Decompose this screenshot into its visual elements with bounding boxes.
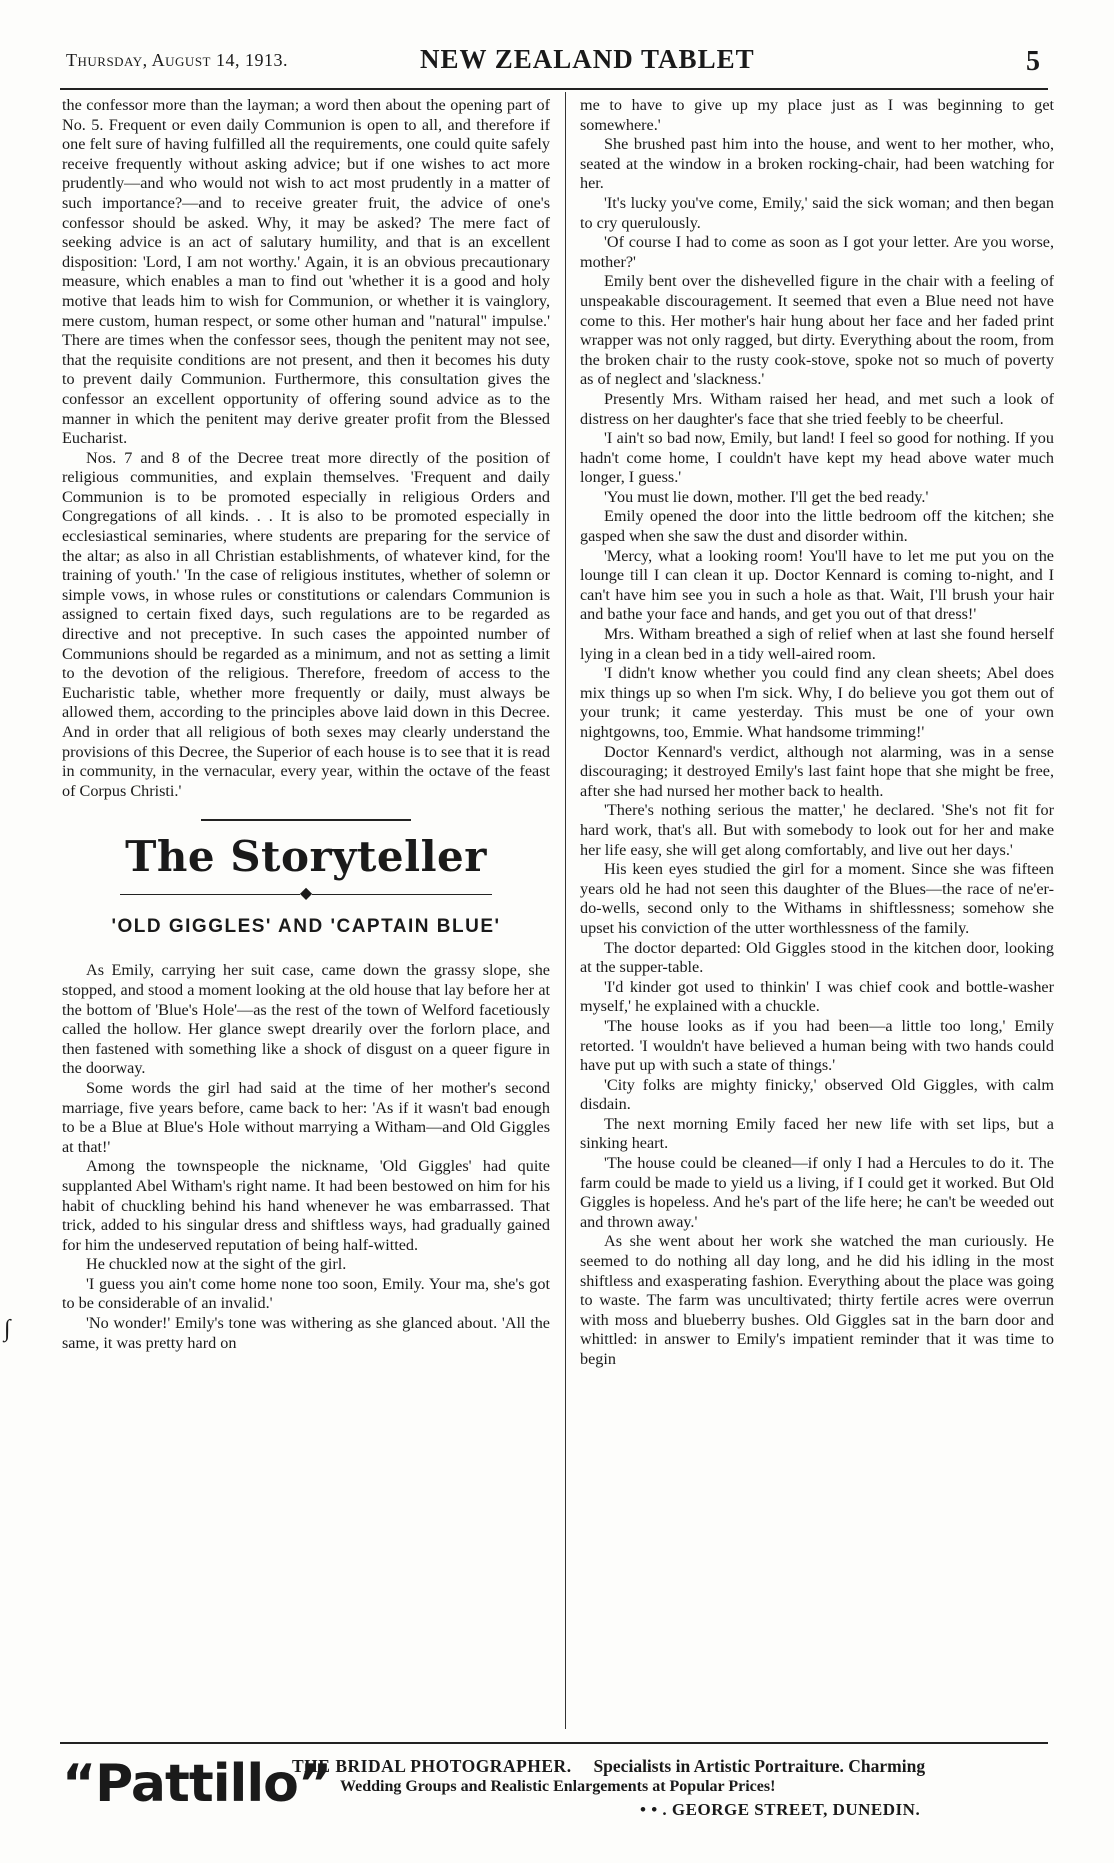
story-paragraph: His keen eyes studied the girl for a moment. Since she was fifteen years old he had not seen this daughter of the Blues—the race of ne'er-do-wells, second only to the Withams in shiftlessness; somehow she upset his conviction of the utter worthlessness of the family. (580, 860, 1054, 937)
story-paragraph: Emily bent over the dishevelled figure in the chair with a feeling of unspeakable discouragement. It seemed that even a Blue need not have come to this. Her mother's hair hung about her face and her faded print wrapper was not only ragged, but dirty. Everything about the room, from the broken chair to the rusty cook-stove, spoke not so much of poverty as of neglect and 'slackness.' (580, 272, 1054, 389)
story-paragraph: Among the townspeople the nickname, 'Old Giggles' had quite supplanted Abel Witham's right name. It had been bestowed on him for his habit of chuckling behind his hand whenever he was embarrassed. That trick, added to his singular dress and shiftless ways, had gradually gained for him the undeserved reputation of being half-witted. (62, 1157, 550, 1254)
story-paragraph: 'I'd kinder got used to thinkin' I was chief cook and bottle-washer myself,' he explained with a chuckle. (580, 977, 1054, 1016)
ad-tagline: THE BRIDAL PHOTOGRAPHER. (292, 1756, 572, 1776)
column-divider (565, 92, 566, 1729)
story-paragraph: As she went about her work she watched the man curiously. He seemed to do nothing all day long, and he did his idling in the most shiftless and exasperating fashion. Everything about the place was going to waste. The farm was uncultivated; thirty fertile acres were overrun with moss and blueberry bushes. Old Giggles sat in the barn door and whittled: in answer to Emily's impatient reminder that it was time to begin (580, 1232, 1054, 1368)
story-paragraph: me to have to give up my place just as I was beginning to get somewhere.' (580, 96, 1054, 134)
story-paragraph: The next morning Emily faced her new life with set lips, but a sinking heart. (580, 1114, 1054, 1153)
story-paragraph: 'Mercy, what a looking room! You'll have to let me put you on the lounge till I can clean it up. Doctor Kennard is coming to-night, and I can't have him see you in such a hole as that. Wait, I'll brush your hair and bathe your face and hands, and get you out of that dress!' (580, 546, 1054, 624)
story-paragraph: She brushed past him into the house, and went to her mother, who, seated at the window in a broken rocking-chair, had been watching for her. (580, 135, 1054, 193)
article-paragraph: the confessor more than the layman; a word then about the opening part of No. 5. Frequent or even daily Communion is open to all, and therefore if one felt sure of having fulfilled all the requirements, one could quite safely receive frequently without asking advice; but if one wishes to act more prudently—and who would not wish to act most prudently in a matter of such importance?—and to receive greater fruit, the advice of one's confessor should be asked. Why, it may be asked? The mere fact of seeking advice is an act of salutary humility, and that is an excellent disposition: 'Lord, I am not worthy.' Again, it is an obvious precautionary measure, which enables a man to find out 'whether it is a good and holy motive that leads him to wish for Communion, or whether it is vainglory, mere custom, human respect, or some other human and "natural" impulse.' There are times when the confessor sees, though the penitent may not see, that the requisite conditions are not present, and then it becomes his duty to prevent daily Communion. Furthermore, this consultation gives the confessor an excellent opportunity of offering sound advice as to the manner in which the penitent may derive greater profit from the Blessed Eucharist. (62, 96, 550, 448)
ad-line-2: Wedding Groups and Realistic Enlargements at Popular Prices! (340, 1778, 776, 1795)
story-title: 'OLD GIGGLES' AND 'CAPTAIN BLUE' (111, 916, 501, 938)
page-number: 5 (1026, 46, 1040, 77)
story-paragraph: 'There's nothing serious the matter,' he declared. 'She's not fit for hard work, that's all. But with somebody to look out for her and make her life easy, she will get along comfortably, and live out her days.' (580, 801, 1054, 859)
story-paragraph: 'No wonder!' Emily's tone was withering as she glanced about. 'All the same, it was pretty hard on (62, 1314, 550, 1352)
story-paragraph: 'City folks are mighty finicky,' observed Old Giggles, with calm disdain. (580, 1075, 1054, 1114)
story-paragraph: As Emily, carrying her suit case, came down the grassy slope, she stopped, and stood a moment looking at the old house that lay before her at the bottom of 'Blue's Hole'—as the rest of the town of Welford facetiously called the hollow. Her glance swept drearily over the forlorn place, and then fastened with something like a shock of disgust on a queer figure in the doorway. (62, 961, 550, 1078)
story-paragraph: 'You must lie down, mother. I'll get the bed ready.' (604, 487, 929, 506)
story-paragraph: Presently Mrs. Witham raised her head, and met such a look of distress on her daughter's face that she tried feebly to be cheerful. (580, 389, 1054, 428)
story-paragraph: 'I didn't know whether you could find any clean sheets; Abel does mix things up so when I'm sick. Why, I do believe you got them out of your trunk; it came yesterday. This must be one of your own nightgowns, too, Emmie. What handsome trimming!' (580, 664, 1054, 741)
story-paragraph: 'The house looks as if you had been—a little too long,' Emily retorted. 'I wouldn't have believed a human being with two hands could have put up with such a state of things.' (580, 1016, 1054, 1075)
ad-bullets: • • . (640, 1800, 672, 1819)
story-paragraph: 'I guess you ain't come home none too soon, Emily. Your ma, she's got to be considerable of an invalid.' (62, 1274, 550, 1313)
story-paragraph: 'Of course I had to come as soon as I got your letter. Are you worse, mother?' (580, 233, 1054, 271)
right-column (580, 96, 1054, 1370)
ad-line-1 (292, 1756, 925, 1777)
story-paragraph: He chuckled now at the sight of the girl. (86, 1255, 347, 1274)
issue-date: Thursday, August 14, 1913. (66, 50, 288, 70)
masthead-title: NEW ZEALAND TABLET (420, 44, 755, 74)
article-paragraph: Nos. 7 and 8 of the Decree treat more directly of the position of religious communities, and explain themselves. 'Frequent and daily Communion is to be promoted especially in religious Orders and Congregations of all kinds. . . It is also to be promoted especially in ecclesiastical seminaries, where students are preparing for the service of the altar; as also in all Christian establishments, of whatever kind, for the training of youth.' 'In the case of religious institutes, whether of solemn or simple vows, in whose rules or constitutions or calendars Communion is assigned to certain fixed days, such regulations are to be regarded as directive and not preceptive. In such cases the appointed number of Communions should be regarded as a minimum, and not as setting a limit to the devotion of the religious. Therefore, freedom of access to the Eucharistic table, whether more frequently or daily, must always be allowed them, according to the principles above laid down in this Decree. And in order that all religious of both sexes may clearly understand the provisions of this Decree, the Superior of each house is to see that it is read in community, in the vernacular, every year, within the octave of the feast of Corpus Christi.' (62, 448, 550, 800)
ad-address-line (640, 1800, 920, 1820)
ad-address: GEORGE STREET, DUNEDIN. (671, 1800, 921, 1819)
left-column (62, 96, 550, 1353)
header-rule (60, 88, 1048, 90)
footer-rule (60, 1742, 1048, 1744)
story-paragraph: 'It's lucky you've come, Emily,' said the sick woman; and then began to cry querulously. (580, 193, 1054, 232)
section-title: The Storyteller (125, 832, 487, 882)
story-paragraph: 'The house could be cleaned—if only I had a Hercules to do it. The farm could be made to yield us a living, if I could get it worked. But Old Giggles is hopeless. And he's part of the life here; he can't be weeded out and thrown away.' (580, 1154, 1054, 1231)
ad-specialty: Specialists in Artistic Portraiture. Charming (593, 1756, 926, 1776)
story-paragraph: Mrs. Witham breathed a sigh of relief when at last she found herself lying in a clean bed in a tidy well-aired room. (580, 625, 1054, 663)
story-paragraph: Some words the girl had said at the time of her mother's second marriage, five years before, came back to her: 'As if it wasn't bad enough to be a Blue at Blue's Hole without marrying a Witham—and Old Giggles at that!' (62, 1078, 550, 1156)
ad-brand-name: “Pattillo” (62, 1754, 332, 1814)
ornament-divider: ◆ (62, 885, 550, 903)
story-paragraph: The doctor departed: Old Giggles stood in the kitchen door, looking at the supper-table. (580, 938, 1054, 977)
section-rule (201, 819, 411, 821)
story-paragraph: Emily opened the door into the little bedroom off the kitchen; she gasped when she saw the dust and disorder within. (580, 507, 1054, 546)
story-paragraph: Doctor Kennard's verdict, although not alarming, was in a sense discouraging; it destroyed Emily's last faint hope that she might be free, after she had nursed her mother back to health. (580, 742, 1054, 800)
margin-pencil-mark: ∫ (4, 1316, 11, 1342)
page-header (66, 42, 1046, 82)
story-paragraph: 'I ain't so bad now, Emily, but land! I feel so good for nothing. If you hadn't come home, I couldn't have kept my head above water much longer, I guess.' (580, 429, 1054, 487)
